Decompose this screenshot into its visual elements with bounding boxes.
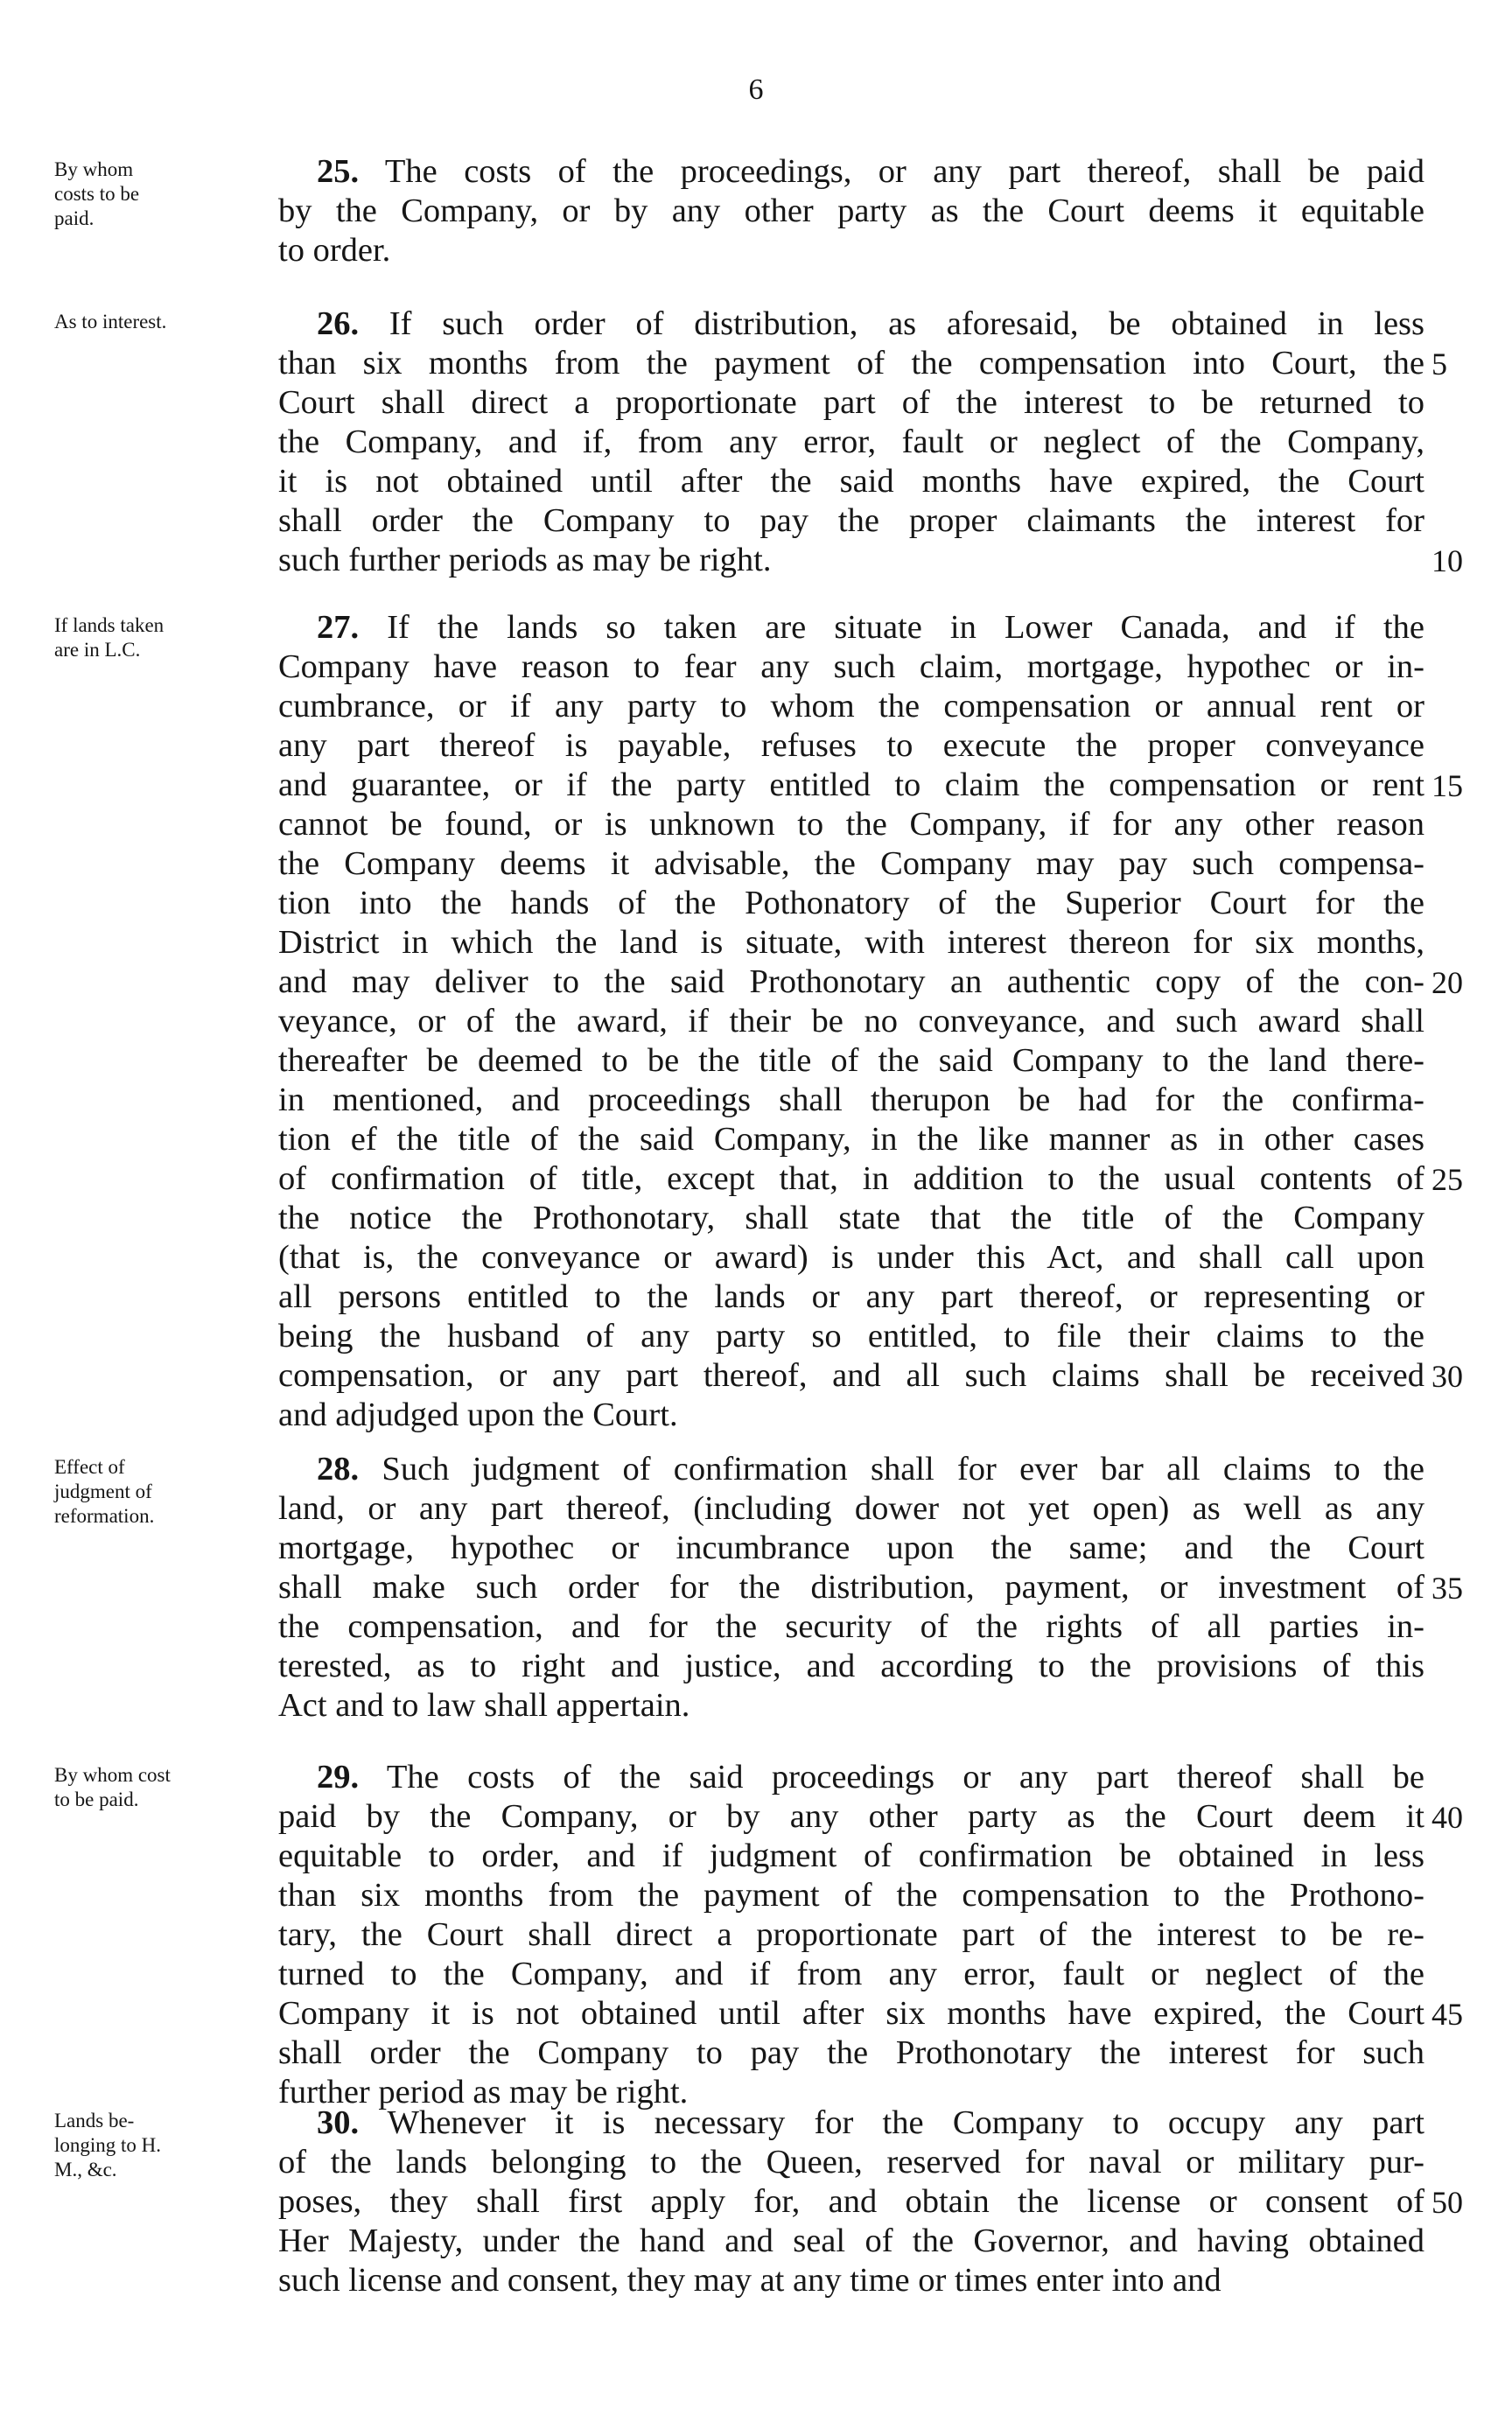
- section-text: [278, 2104, 1463, 2300]
- section-text: [278, 304, 1463, 580]
- line-text: equitable to order, and if judgment of confirmation be obtained in less: [278, 1838, 1424, 1874]
- text-line: [278, 462, 1424, 501]
- text-line: [278, 192, 1424, 231]
- text-line: [278, 844, 1424, 884]
- line-text: The costs of the proceedings, or any part thereof, shall be paid: [384, 153, 1424, 190]
- line-text: than six months from the payment of the compensation to the Prothono-: [278, 1877, 1424, 1914]
- line-text: Act and to law shall appertain.: [278, 1687, 690, 1724]
- text-line: [278, 501, 1424, 541]
- line-text: Company it is not obtained until after six months have expired, the Court: [278, 1995, 1424, 2032]
- line-text: by the Company, or by any other party as the Court deems it equitable: [278, 192, 1424, 229]
- line-text: all persons entitled to the lands or any part thereof, or representing or: [278, 1278, 1424, 1315]
- line-text: shall make such order for the distribution, payment, or investment of: [278, 1569, 1424, 1606]
- line-text: the Company, and if, from any error, fault or neglect of the Company,: [278, 424, 1424, 460]
- text-line: [278, 1915, 1424, 1955]
- page-number: 6: [748, 74, 764, 106]
- text-line: [278, 231, 1424, 270]
- text-line: [278, 383, 1424, 423]
- line-number: 40: [1432, 1800, 1463, 1835]
- text-line: [278, 1758, 1424, 1797]
- line-number: 5: [1432, 346, 1447, 382]
- text-line: [278, 1002, 1424, 1041]
- section-number: 25.: [317, 153, 360, 190]
- line-text: and adjudged upon the Court.: [278, 1396, 678, 1433]
- text-line: [278, 1081, 1424, 1120]
- line-number: 30: [1432, 1359, 1463, 1394]
- line-text: than six months from the payment of the compensation into Court, the: [278, 345, 1424, 382]
- text-line: [278, 884, 1424, 923]
- text-line: [278, 1396, 1424, 1435]
- text-line: [278, 1278, 1424, 1317]
- text-line: [278, 541, 1424, 580]
- line-text: The costs of the said proceedings or any part thereof shall be: [386, 1759, 1425, 1796]
- text-line: [278, 304, 1424, 344]
- line-text: District in which the land is situate, with interest thereon for six months,: [278, 924, 1424, 961]
- text-line: [278, 648, 1424, 687]
- line-text: shall order the Company to pay the Prothonotary the interest for such: [278, 2034, 1424, 2071]
- line-text: in mentioned, and proceedings shall therupon be had for the confirma-: [278, 1082, 1424, 1118]
- line-text: tion into the hands of the Pothonatory of the Superior Court for the: [278, 885, 1424, 921]
- line-text: Court shall direct a proportionate part of the interest to be returned to: [278, 384, 1424, 421]
- line-text: cannot be found, or is unknown to the Company, if for any other reason: [278, 806, 1424, 843]
- text-line: [278, 1317, 1424, 1356]
- line-text: the Company deems it advisable, the Company may pay such compensa-: [278, 845, 1424, 882]
- line-text: the notice the Prothonotary, shall state that the title of the Company: [278, 1200, 1424, 1236]
- text-line: [278, 766, 1424, 805]
- section-number: 29.: [317, 1759, 360, 1796]
- text-line: [278, 1876, 1424, 1915]
- text-line: [278, 2261, 1424, 2300]
- text-line: [278, 1797, 1424, 1837]
- line-text: thereafter be deemed to be the title of the said Company to the land there-: [278, 1042, 1424, 1079]
- text-line: [278, 2182, 1424, 2222]
- line-text: veyance, or of the award, if their be no conveyance, and such award shall: [278, 1003, 1424, 1040]
- line-text: Company have reason to fear any such claim, mortgage, hypothec or in-: [278, 648, 1424, 685]
- margin-note: By whom costs to be paid.: [54, 158, 140, 229]
- margin-note: If lands taken are in L.C.: [54, 614, 164, 661]
- line-text: cumbrance, or if any party to whom the compensation or annual rent or: [278, 688, 1424, 724]
- section-number: 28.: [317, 1451, 360, 1488]
- line-text: mortgage, hypothec or incumbrance upon the same; and the Court: [278, 1530, 1424, 1566]
- line-text: it is not obtained until after the said months have expired, the Court: [278, 463, 1424, 500]
- line-text: paid by the Company, or by any other party as the Court deem it: [278, 1798, 1424, 1835]
- line-number: 35: [1432, 1571, 1463, 1606]
- margin-note: As to interest.: [54, 311, 167, 332]
- line-text: tary, the Court shall direct a proportionate part of the interest to be re-: [278, 1916, 1424, 1953]
- line-text: the compensation, and for the security of the rights of all parties in-: [278, 1608, 1424, 1645]
- line-text: poses, they shall first apply for, and obtain the license or consent of: [278, 2183, 1424, 2220]
- text-line: [278, 1837, 1424, 1876]
- line-number: 15: [1432, 768, 1463, 803]
- line-text: and may deliver to the said Prothonotary an authentic copy of the con-: [278, 963, 1424, 1000]
- text-line: [278, 2104, 1424, 2143]
- text-line: [278, 1238, 1424, 1278]
- text-line: [278, 1686, 1424, 1726]
- line-text: and guarantee, or if the party entitled to claim the compensation or rent: [278, 766, 1424, 803]
- text-line: [278, 1120, 1424, 1159]
- section-number: 30.: [317, 2104, 360, 2141]
- line-text: Her Majesty, under the hand and seal of the Governor, and having obtained: [278, 2222, 1424, 2259]
- text-line: [278, 1529, 1424, 1568]
- margin-note: Lands be- longing to H. M., &c.: [54, 2110, 162, 2180]
- line-text: such license and consent, they may at any time or times enter into and: [278, 2262, 1222, 2299]
- line-text: compensation, or any part thereof, and all such claims shall be received: [278, 1357, 1424, 1394]
- line-text: (that is, the conveyance or award) is under this Act, and shall call upon: [278, 1239, 1424, 1276]
- line-text: tion ef the title of the said Company, in the like manner as in other cases: [278, 1121, 1424, 1158]
- line-text: If the lands so taken are situate in Lower Canada, and if the: [387, 609, 1424, 646]
- section-text: [278, 152, 1424, 270]
- line-text: shall order the Company to pay the proper claimants the interest for: [278, 502, 1424, 539]
- line-text: of the lands belonging to the Queen, reserved for naval or military pur-: [278, 2144, 1424, 2180]
- section-text: [278, 1450, 1463, 1726]
- line-text: further period as may be right.: [278, 2074, 689, 2110]
- line-text: land, or any part thereof, (including dower not yet open) as well as any: [278, 1490, 1424, 1527]
- text-line: [278, 687, 1424, 726]
- line-number: 45: [1432, 1997, 1463, 2032]
- text-line: [278, 608, 1424, 648]
- line-text: of confirmation of title, except that, in addition to the usual contents of: [278, 1160, 1424, 1197]
- text-line: [278, 344, 1424, 383]
- text-line: [278, 1356, 1424, 1396]
- text-line: [278, 1607, 1424, 1647]
- text-line: [278, 1199, 1424, 1238]
- text-line: [278, 1159, 1424, 1199]
- section-text: [278, 1758, 1463, 2112]
- text-line: [278, 2143, 1424, 2182]
- line-number: 50: [1432, 2185, 1463, 2220]
- line-text: any part thereof is payable, refuses to execute the proper conveyance: [278, 727, 1424, 764]
- text-line: [278, 2222, 1424, 2261]
- text-line: [278, 423, 1424, 462]
- section-number: 26.: [317, 305, 360, 342]
- text-line: [278, 152, 1424, 192]
- line-text: terested, as to right and justice, and according to the provisions of this: [278, 1648, 1424, 1684]
- text-line: [278, 1489, 1424, 1529]
- text-line: [278, 1450, 1424, 1489]
- line-text: such further periods as may be right.: [278, 542, 772, 578]
- text-line: [278, 962, 1424, 1002]
- line-text: Whenever it is necessary for the Company to occupy any part: [387, 2104, 1424, 2141]
- line-text: turned to the Company, and if from any error, fault or neglect of the: [278, 1956, 1424, 1992]
- text-line: [278, 2034, 1424, 2073]
- section-number: 27.: [317, 609, 360, 646]
- text-line: [278, 1568, 1424, 1607]
- section-text: [278, 608, 1463, 1435]
- text-line: [278, 805, 1424, 844]
- text-line: [278, 1647, 1424, 1686]
- line-text: being the husband of any party so entitled, to file their claims to the: [278, 1318, 1424, 1354]
- text-line: [278, 1955, 1424, 1994]
- text-line: [278, 923, 1424, 962]
- margin-note: Effect of judgment of reformation.: [54, 1456, 155, 1527]
- line-text: If such order of distribution, as aforesaid, be obtained in less: [388, 305, 1425, 342]
- text-line: [278, 726, 1424, 766]
- line-number: 10: [1432, 543, 1463, 578]
- line-number: 20: [1432, 965, 1463, 1000]
- line-text: Such judgment of confirmation shall for ever bar all claims to the: [382, 1451, 1424, 1488]
- line-number: 25: [1432, 1162, 1463, 1197]
- text-line: [278, 1994, 1424, 2034]
- line-text: to order.: [278, 232, 391, 269]
- text-line: [278, 1041, 1424, 1081]
- margin-note: By whom cost to be paid.: [54, 1764, 171, 1810]
